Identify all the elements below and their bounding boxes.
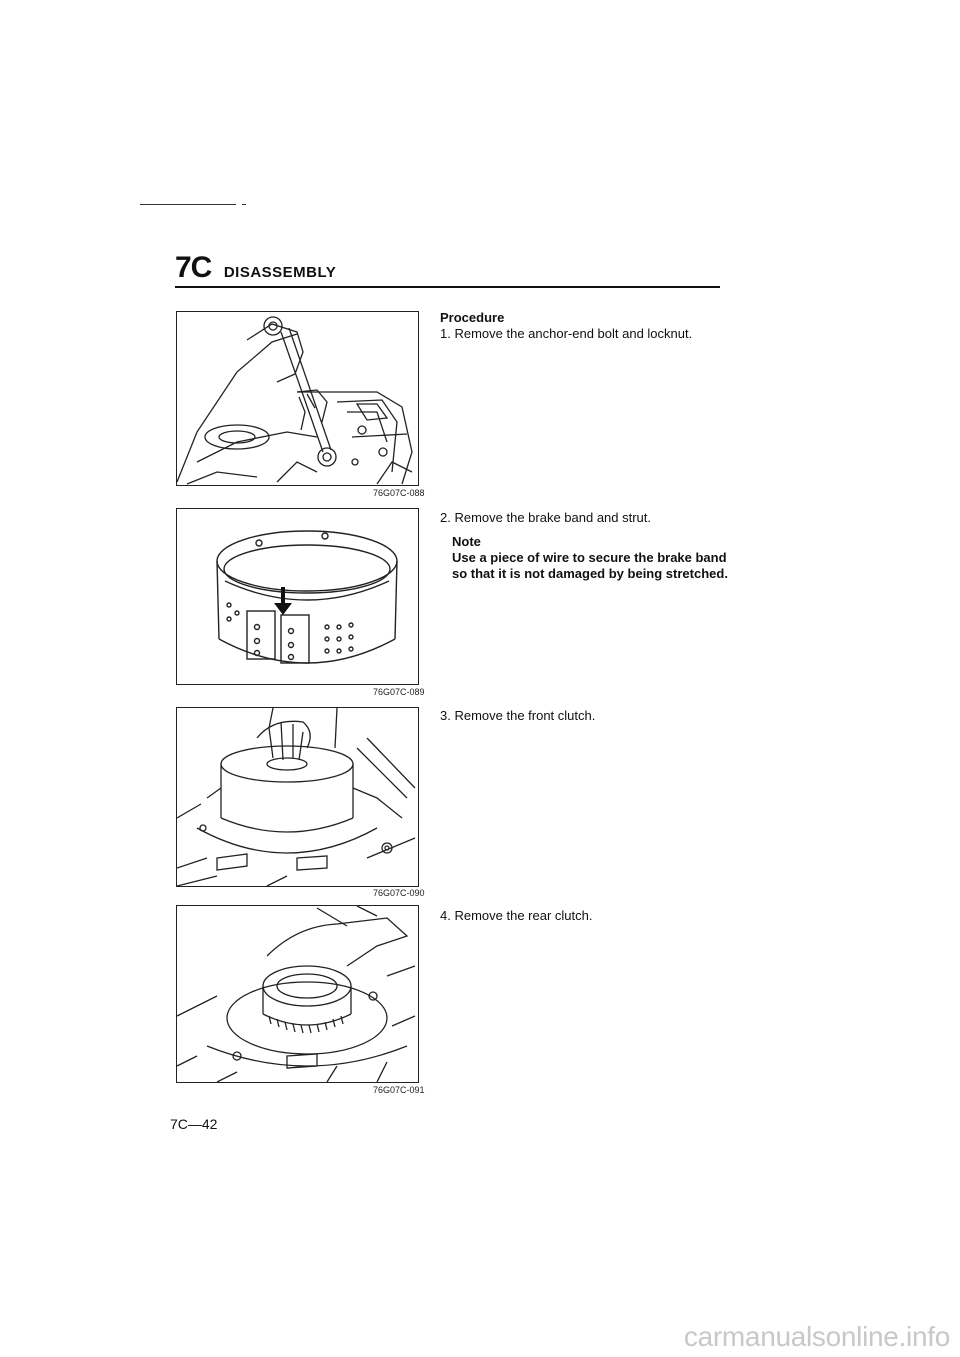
section-title: DISASSEMBLY	[223, 264, 337, 281]
step-2: 2. Remove the brake band and strut.	[440, 510, 652, 525]
note-label: Note	[452, 534, 481, 549]
rear-clutch-illustration	[177, 906, 418, 1082]
anchor-bolt-illustration	[177, 312, 418, 485]
page-header	[175, 251, 336, 285]
figure-caption: 76G07C-091	[373, 1085, 425, 1095]
figure-front-clutch	[176, 707, 419, 887]
page-number: 7C—42	[170, 1116, 218, 1132]
step-1: 1. Remove the anchor-end bolt and locknut.	[440, 326, 693, 341]
section-number: 7C	[175, 251, 212, 284]
step-4: 4. Remove the rear clutch.	[440, 908, 593, 923]
front-clutch-illustration	[177, 708, 418, 886]
figure-anchor-bolt	[176, 311, 419, 486]
procedure-heading: Procedure	[440, 310, 505, 325]
note-line-1: Use a piece of wire to secure the brake band	[452, 550, 727, 565]
top-rule	[140, 204, 236, 205]
note-line-2: so that it is not damaged by being stretched.	[452, 566, 728, 581]
watermark: carmanualsonline.info	[683, 1321, 950, 1352]
header-rule	[175, 286, 720, 288]
figure-brake-band	[176, 508, 419, 685]
step-3: 3. Remove the front clutch.	[440, 708, 596, 723]
figure-caption: 76G07C-088	[373, 488, 425, 498]
figure-caption: 76G07C-090	[373, 888, 425, 898]
top-dash	[242, 204, 246, 205]
figure-caption: 76G07C-089	[373, 687, 425, 697]
note-block	[452, 534, 728, 582]
brake-band-illustration	[177, 509, 418, 684]
figure-rear-clutch	[176, 905, 419, 1083]
